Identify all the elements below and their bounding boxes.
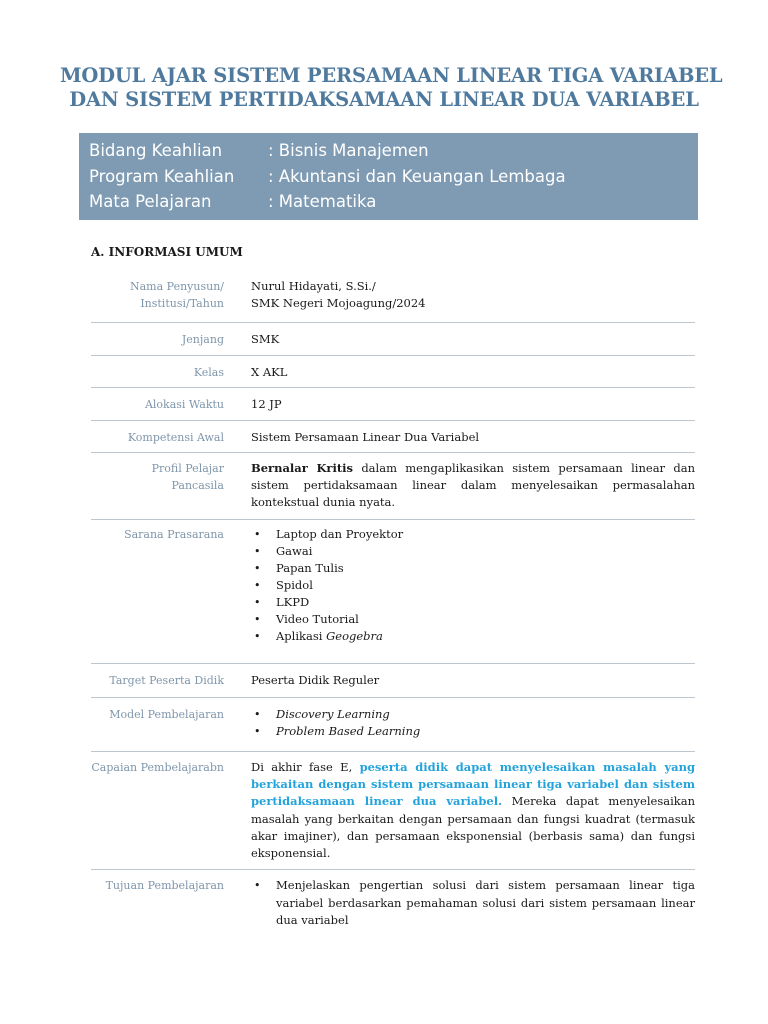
banner-label: Mata Pelajaran bbox=[89, 192, 212, 211]
row-label: Tujuan Pembelajaran bbox=[105, 879, 224, 892]
bullet-icon: • bbox=[254, 579, 261, 592]
info-table bbox=[91, 272, 695, 930]
info-row-capaian bbox=[91, 752, 695, 870]
row-value bbox=[251, 526, 695, 663]
row-value bbox=[251, 278, 695, 322]
info-row-model bbox=[91, 698, 695, 752]
title-line-1: MODUL AJAR SISTEM PERSAMAAN LINEAR TIGA VARIABEL bbox=[60, 64, 723, 87]
row-label bbox=[91, 460, 224, 519]
row-value bbox=[251, 460, 695, 519]
profil-keyword: Bernalar Kritis bbox=[251, 461, 354, 475]
info-row-profil bbox=[91, 453, 695, 520]
list-item-text: Video Tutorial bbox=[276, 612, 359, 626]
capaian-text: Mereka dapat menyelesaikan masalah yang berkaitan dengan persamaan dan fungsi kuadrat (termasuk akar imajiner), dan persamaan eksponensial (berbasis sama) dan fungsi eksponensial. bbox=[251, 794, 695, 861]
list-item bbox=[251, 543, 695, 560]
profil-text: dalam mengaplikasikan sistem persamaan linear dan sistem pertidaksamaan linear dalam menyelesaikan permasalahan kontekstual dunia nyata. bbox=[251, 461, 695, 509]
section-heading: A. INFORMASI UMUM bbox=[91, 245, 243, 259]
sarana-list bbox=[251, 526, 695, 645]
banner-value: : Bisnis Manajemen bbox=[268, 141, 429, 160]
banner-row-bidang bbox=[79, 138, 698, 164]
bullet-icon: • bbox=[254, 528, 261, 541]
banner-value: : Akuntansi dan Keuangan Lembaga bbox=[268, 166, 566, 186]
list-item-text: Discovery Learning bbox=[276, 707, 390, 721]
subject-banner bbox=[79, 133, 698, 220]
list-item-text: Aplikasi bbox=[276, 629, 327, 643]
row-label-line: Profil Pelajar bbox=[151, 462, 224, 475]
banner-row-mapel bbox=[79, 189, 698, 215]
banner-row-program bbox=[79, 164, 698, 190]
banner-value: : Matematika bbox=[268, 192, 377, 211]
info-row-target bbox=[91, 664, 695, 698]
row-value-line: Nurul Hidayati, S.Si./ bbox=[251, 279, 376, 293]
list-item bbox=[251, 877, 695, 930]
row-label: Target Peserta Didik bbox=[109, 674, 224, 687]
list-item-text: Problem Based Learning bbox=[276, 724, 421, 738]
info-row-kelas bbox=[91, 356, 695, 388]
list-item bbox=[251, 560, 695, 577]
info-row-tujuan bbox=[91, 870, 695, 930]
row-label bbox=[91, 278, 224, 322]
list-item-text: Papan Tulis bbox=[276, 561, 344, 575]
row-label: Capaian Pembelajarabn bbox=[91, 761, 224, 774]
row-value bbox=[251, 759, 695, 869]
list-item bbox=[251, 628, 695, 645]
row-label-line: Institusi/Tahun bbox=[140, 297, 224, 310]
bullet-icon: • bbox=[254, 613, 261, 626]
bullet-icon: • bbox=[254, 725, 261, 738]
bullet-icon: • bbox=[254, 708, 261, 721]
list-item-text: Menjelaskan pengertian solusi dari sistem persamaan linear tiga variabel berdasarkan pemahaman solusi dari sistem persamaan linear dua variabel bbox=[276, 878, 695, 927]
row-label-line: Pancasila bbox=[171, 479, 224, 492]
info-row-kompetensi bbox=[91, 421, 695, 453]
list-item bbox=[251, 577, 695, 594]
bullet-icon: • bbox=[254, 545, 261, 558]
banner-label: Program Keahlian bbox=[89, 166, 235, 186]
list-item-text: LKPD bbox=[276, 595, 310, 609]
row-label: Jenjang bbox=[181, 333, 224, 346]
list-item-text: Gawai bbox=[276, 544, 313, 558]
row-label-line: Nama Penyusun/ bbox=[130, 280, 224, 293]
model-list bbox=[251, 706, 695, 740]
row-label: Kelas bbox=[193, 366, 224, 379]
row-label: Kompetensi Awal bbox=[127, 431, 224, 444]
row-label: Sarana Prasarana bbox=[124, 528, 224, 541]
info-row-sarana bbox=[91, 520, 695, 664]
list-item bbox=[251, 611, 695, 628]
row-value bbox=[251, 706, 695, 751]
row-value bbox=[251, 877, 695, 930]
bullet-icon: • bbox=[254, 596, 261, 609]
list-item bbox=[251, 706, 695, 723]
capaian-highlight: peserta didik dapat menyelesaikan masalah yang berkaitan dengan sistem persamaan linear tiga variabel dan sistem pertidaksamaan linear dua variabel. bbox=[251, 760, 695, 809]
row-value: X AKL bbox=[251, 365, 288, 379]
list-item bbox=[251, 594, 695, 611]
banner-label: Bidang Keahlian bbox=[89, 141, 223, 160]
list-item-text: Laptop dan Proyektor bbox=[276, 527, 404, 541]
row-label: Alokasi Waktu bbox=[144, 398, 224, 411]
list-item bbox=[251, 526, 695, 543]
tujuan-list bbox=[251, 877, 695, 930]
list-item-italic: Geogebra bbox=[326, 629, 383, 643]
info-row-jenjang bbox=[91, 323, 695, 356]
info-row-alokasi bbox=[91, 388, 695, 421]
list-item-text: Spidol bbox=[276, 578, 313, 592]
row-label: Model Pembelajaran bbox=[109, 708, 224, 721]
row-value: 12 JP bbox=[251, 397, 282, 411]
row-value: SMK bbox=[251, 332, 280, 346]
row-value-line: SMK Negeri Mojoagung/2024 bbox=[251, 296, 426, 310]
bullet-icon: • bbox=[254, 630, 261, 643]
list-item bbox=[251, 723, 695, 740]
row-value: Sistem Persamaan Linear Dua Variabel bbox=[251, 430, 480, 444]
title-line-2: DAN SISTEM PERTIDAKSAMAAN LINEAR DUA VARIABEL bbox=[69, 88, 699, 111]
info-row-nama bbox=[91, 272, 695, 323]
row-value: Peserta Didik Reguler bbox=[251, 673, 380, 687]
bullet-icon: • bbox=[254, 562, 261, 575]
document-title bbox=[60, 64, 723, 112]
bullet-icon: • bbox=[254, 879, 261, 892]
capaian-intro: Di akhir fase E, bbox=[251, 760, 360, 774]
